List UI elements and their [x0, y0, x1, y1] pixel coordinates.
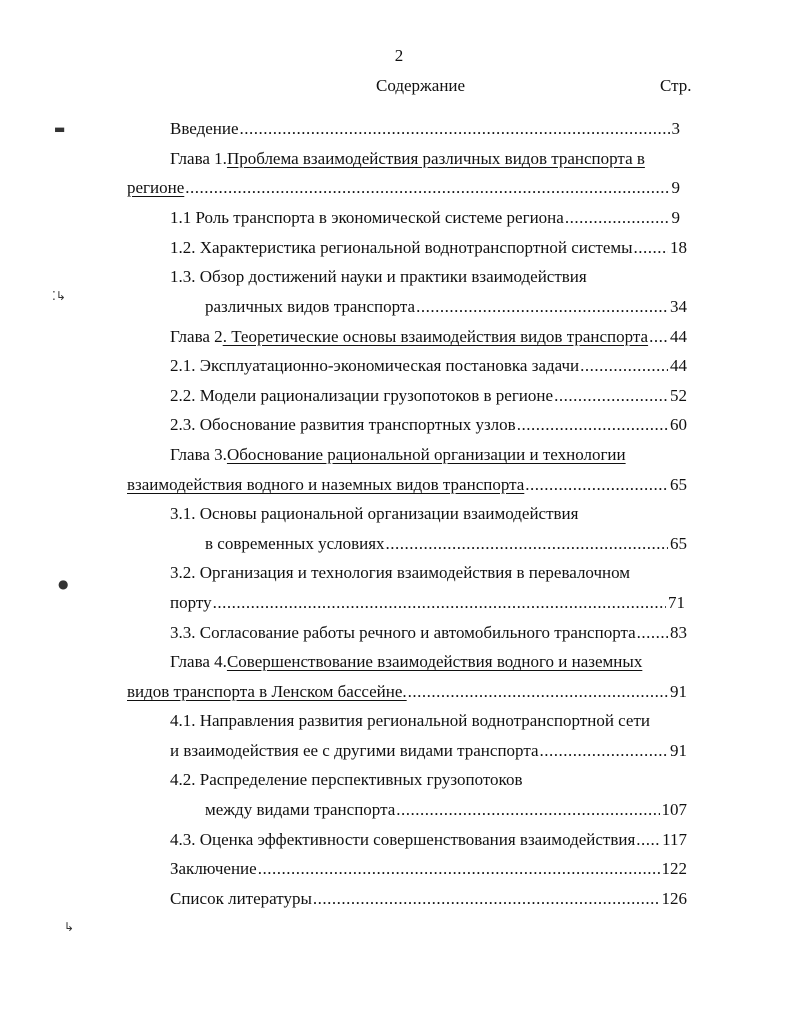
toc-entry: 3.1. Основы рациональной организации взаимодействия — [170, 504, 579, 523]
toc-entry: Список литературы ..... 126 — [170, 888, 687, 910]
toc-entry: порту ..... 71 — [170, 592, 685, 614]
scan-speck: ⁚↳ — [52, 289, 66, 303]
toc-page: 122 — [661, 859, 687, 878]
toc-entry: 4.1. Направления развития региональной воднотранспортной сети — [170, 711, 651, 730]
toc-title: Содержание — [376, 76, 466, 95]
toc-entry: взаимодействия водного и наземных видов транспорта ..... 65 — [127, 474, 687, 496]
toc-page: 65 — [670, 534, 687, 553]
toc-chapter-heading: Глава 1. Проблема взаимодействия различных видов транспорта в — [170, 149, 645, 168]
page-column-header: Стр. — [660, 76, 692, 95]
toc-page: 65 — [670, 475, 687, 494]
toc-entry: и взаимодействия ее с другими видами транспорта ..... 91 — [170, 740, 687, 762]
toc-entry: Введение ..... 3 — [170, 118, 680, 140]
toc-page: 34 — [670, 297, 687, 316]
toc-page: 91 — [670, 682, 687, 701]
toc-entry: 2.3. Обоснование развития транспортных узлов ..... 60 — [170, 414, 687, 436]
toc-entry: 4.2. Распределение перспективных грузопотоков — [170, 770, 523, 789]
toc-page: 44 — [670, 327, 687, 346]
toc-entry: различных видов транспорта ..... 34 — [205, 296, 687, 318]
toc-page: 44 — [670, 356, 687, 375]
toc-entry: 2.1. Эксплуатационно-экономическая постановка задачи ..... 44 — [170, 355, 687, 377]
toc-entry: Заключение ..... 122 — [170, 858, 687, 880]
toc-entry: 3.2. Организация и технология взаимодействия в перевалочном — [170, 563, 631, 582]
toc-page: 3 — [671, 119, 680, 138]
toc-page: 9 — [671, 178, 680, 197]
toc-entry: 3.3. Согласование работы речного и автомобильного транспорта ..... 83 — [170, 622, 687, 644]
toc-entry: между видами транспорта ..... 107 — [205, 799, 687, 821]
toc-page: 18 — [670, 238, 687, 257]
toc-page: 117 — [662, 830, 687, 849]
toc-page: 60 — [670, 415, 687, 434]
toc-page: 107 — [661, 800, 687, 819]
toc-entry: 1.2. Характеристика региональной воднотранспортной системы ..... 18 — [170, 237, 687, 259]
toc-page: 52 — [670, 386, 687, 405]
toc-page: 9 — [671, 208, 680, 227]
toc-chapter-heading: Глава 4. Совершенствование взаимодействия водного и наземных — [170, 652, 643, 671]
toc-page: 126 — [661, 889, 687, 908]
toc-page: 91 — [670, 741, 687, 760]
toc-page: 71 — [668, 593, 685, 612]
toc-entry: 1.1 Роль транспорта в экономической системе региона ..... 9 — [170, 207, 680, 229]
toc-entry: видов транспорта в Ленском бассейне. ..... 91 — [127, 681, 687, 703]
toc-entry: 2.2. Модели рационализации грузопотоков в регионе ..... 52 — [170, 385, 687, 407]
toc-entry: в современных условиях ..... 65 — [205, 533, 687, 555]
toc-entry: регионе ..... 9 — [127, 177, 680, 199]
scan-speck: ● — [58, 577, 69, 591]
toc-entry: 4.3. Оценка эффективности совершенствования взаимодействия ..... 117 — [170, 829, 687, 851]
scan-speck: ↳ — [64, 920, 75, 934]
toc-chapter-heading: Глава 2 . Теоретические основы взаимодействия видов транспорта ..... 44 — [170, 326, 687, 348]
toc-chapter-heading: Глава 3. Обоснование рациональной организации и технологии — [170, 445, 626, 464]
scan-speck: ▬ — [54, 122, 66, 136]
toc-page: 83 — [670, 623, 687, 642]
page-number: 2 — [394, 46, 404, 65]
toc-entry: 1.3. Обзор достижений науки и практики взаимодействия — [170, 267, 587, 286]
